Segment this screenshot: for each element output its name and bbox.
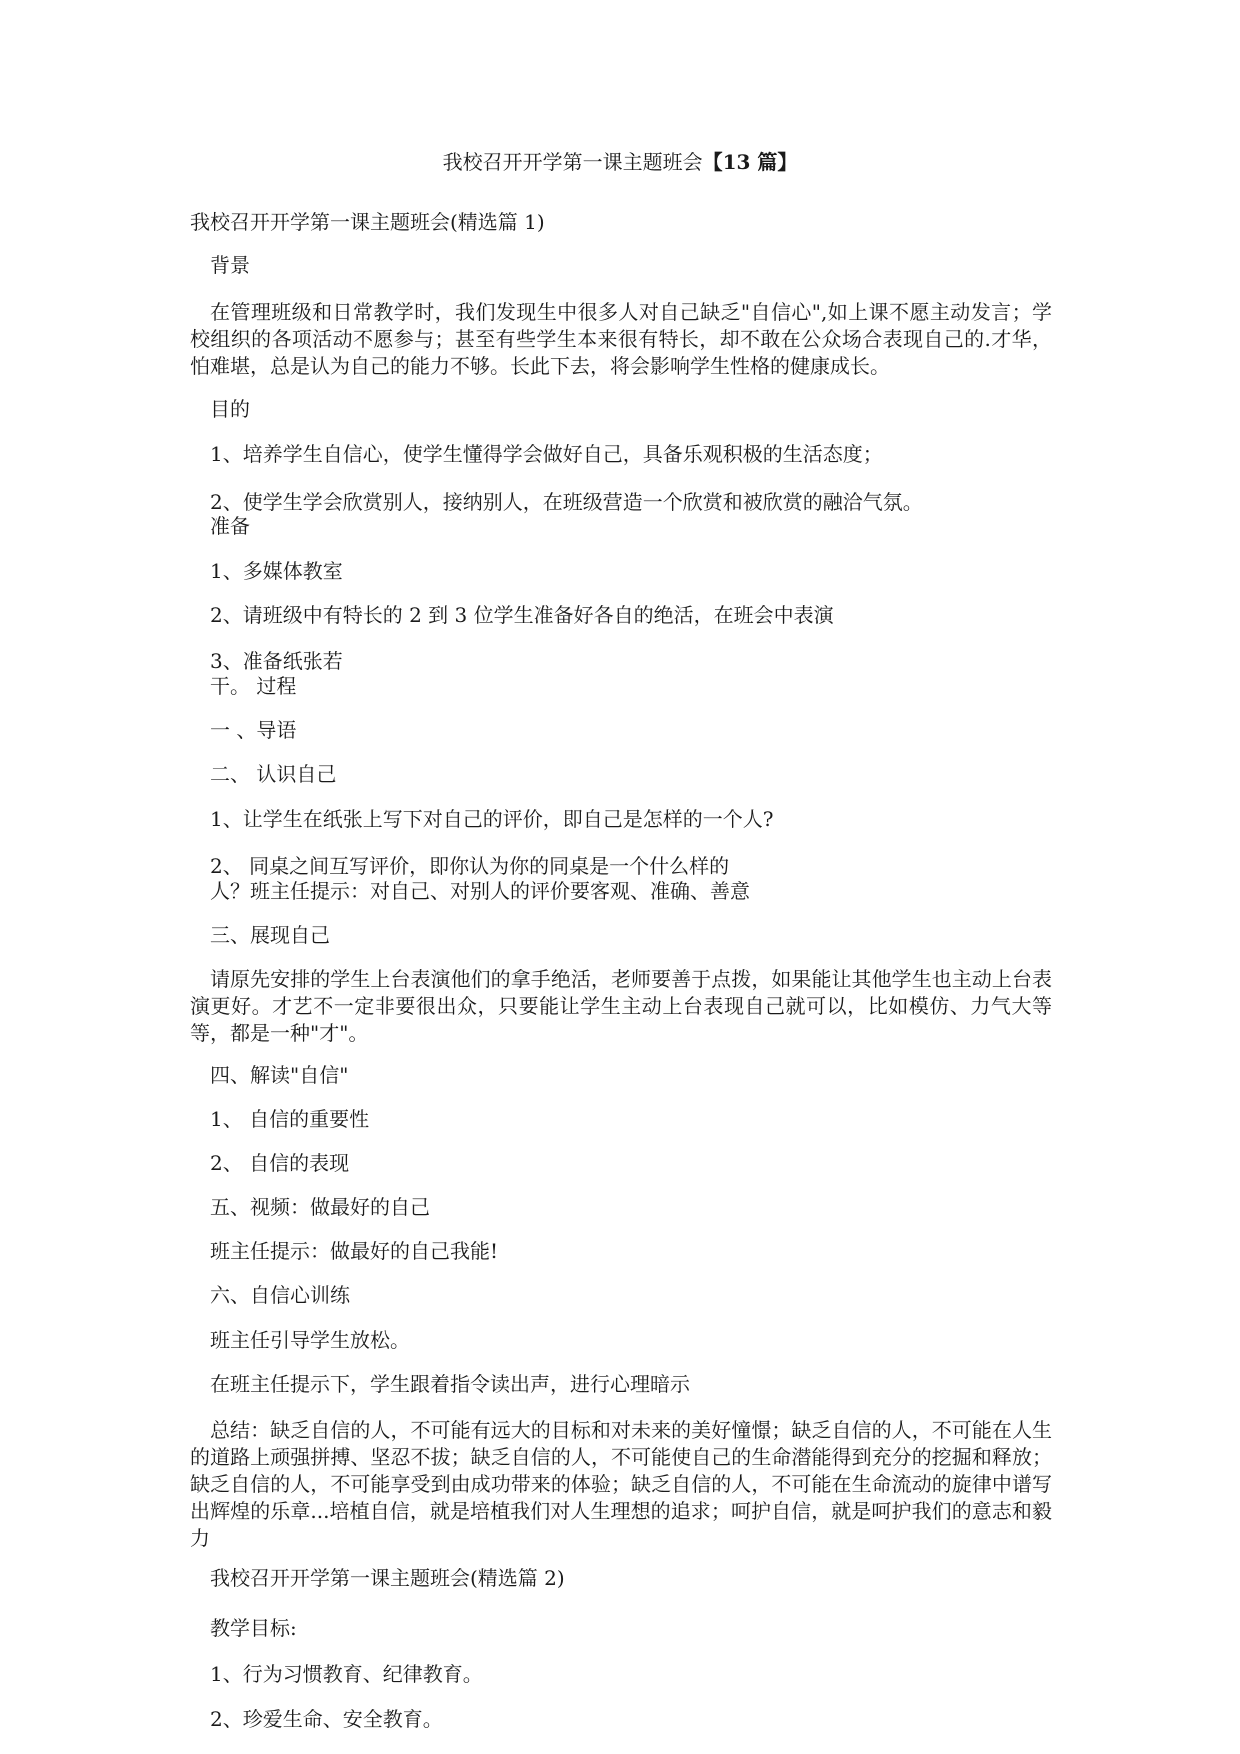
section-2-heading: 我校召开开学第一课主题班会(精选篇 2) xyxy=(210,1566,565,1590)
step-know-self: 二、 认识自己 xyxy=(210,762,337,786)
step-confidence-training: 六、自信心训练 xyxy=(210,1283,350,1307)
process-label: 干。 过程 xyxy=(210,674,297,698)
prep-label: 准备 xyxy=(210,514,250,538)
teaching-goal-item-2: 2、珍爱生命、安全教育。 xyxy=(210,1707,443,1731)
title-count: 【13 篇】 xyxy=(702,150,798,174)
title-main: 我校召开开学第一课主题班会 xyxy=(442,150,703,174)
goal-item-2: 2、使学生学会欣赏别人，接纳别人，在班级营造一个欣赏和被欣赏的融洽气氛。 xyxy=(210,490,923,514)
confidence-item-2: 2、 自信的表现 xyxy=(210,1151,350,1175)
prep-item-3: 3、准备纸张若 xyxy=(210,649,343,673)
teacher-tip-evaluation: 人？班主任提示：对自己、对别人的评价要客观、准确、善意 xyxy=(210,879,750,903)
confidence-item-1: 1、 自信的重要性 xyxy=(210,1107,370,1131)
summary-paragraph: 总结：缺乏自信的人，不可能有远大的目标和对未来的美好憧憬；缺乏自信的人，不可能在人生的道路上顽强拼搏、坚忍不拔；缺乏自信的人，不可能使自己的生命潜能得到充分的挖掘和释放；缺乏自信的人，不可能享受到由成功带来的体验；缺乏自信的人，不可能在生命流动的旋律中谱写出辉煌的乐章...培植自信，就是培植我们对人生理想的追求；呵护自信，就是呵护我们的意志和毅力 xyxy=(190,1418,1052,1550)
step-video: 五、视频：做最好的自己 xyxy=(210,1195,430,1219)
step-intro: 一 、导语 xyxy=(210,718,297,742)
step-show-self: 三、展现自己 xyxy=(210,923,330,947)
training-relax: 班主任引导学生放松。 xyxy=(210,1328,410,1352)
background-paragraph: 在管理班级和日常教学时，我们发现生中很多人对自己缺乏"自信心",如上课不愿主动发言；学校组织的各项活动不愿参与；甚至有些学生本来很有特长，却不敢在公众场合表现自己的.才华，怕难堪，总是认为自己的能力不够。长此下去，将会影响学生性格的健康成长。 xyxy=(190,300,1052,378)
step-interpret-confidence: 四、解读"自信" xyxy=(210,1063,349,1087)
training-suggestion: 在班主任提示下，学生跟着指令读出声，进行心理暗示 xyxy=(210,1372,690,1396)
show-self-paragraph: 请原先安排的学生上台表演他们的拿手绝活，老师要善于点拨，如果能让其他学生也主动上台表演更好。才艺不一定非要很出众，只要能让学生主动上台表现自己就可以，比如模仿、力气大等等，都是一种"才"。 xyxy=(190,967,1052,1045)
teacher-tip-best-self: 班主任提示：做最好的自己我能! xyxy=(210,1239,499,1263)
teaching-goal-item-1: 1、行为习惯教育、纪律教育。 xyxy=(210,1662,483,1686)
goal-item-1: 1、培养学生自信心，使学生懂得学会做好自己，具备乐观积极的生活态度； xyxy=(210,442,883,466)
goal-label: 目的 xyxy=(210,397,250,421)
step-know-self-item-1: 1、让学生在纸张上写下对自己的评价，即自己是怎样的一个人? xyxy=(210,807,774,831)
teaching-goal-label: 教学目标: xyxy=(210,1616,297,1640)
prep-item-2: 2、请班级中有特长的 2 到 3 位学生准备好各自的绝活，在班会中表演 xyxy=(210,603,834,627)
background-label: 背景 xyxy=(210,253,250,277)
prep-item-1: 1、多媒体教室 xyxy=(210,559,343,583)
document-title xyxy=(0,148,1240,176)
section-1-heading: 我校召开开学第一课主题班会(精选篇 1) xyxy=(190,210,545,234)
step-know-self-item-2: 2、 同桌之间互写评价，即你认为你的同桌是一个什么样的 xyxy=(210,854,730,878)
